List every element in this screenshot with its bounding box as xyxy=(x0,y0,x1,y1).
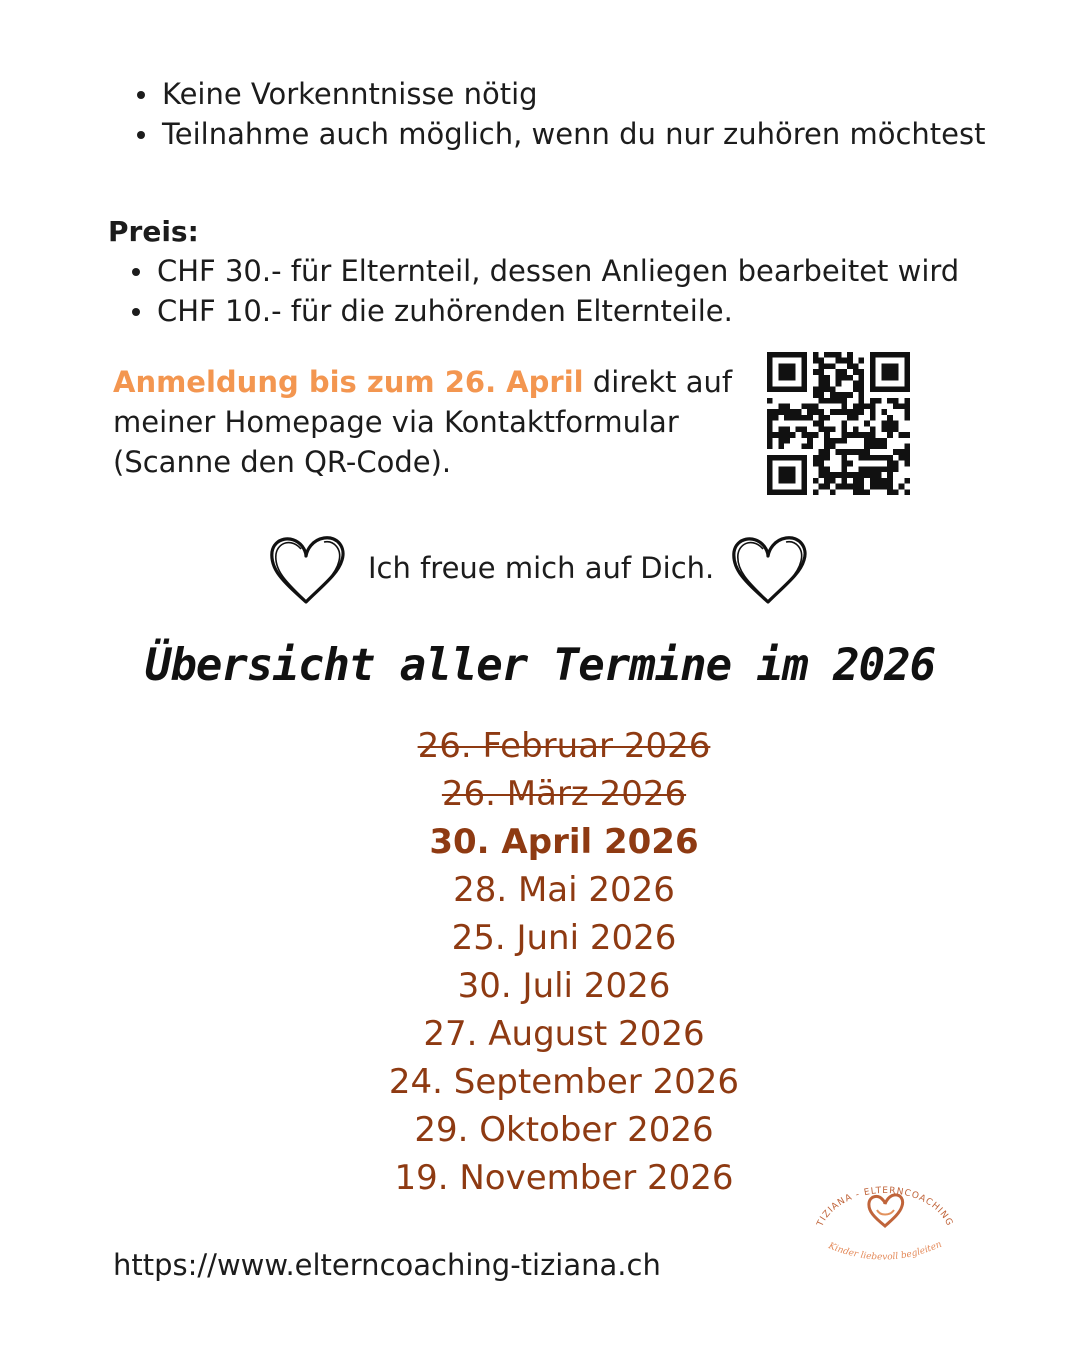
date-item-past: 26. Februar 2026 xyxy=(417,726,711,766)
welcome-message: Ich freue mich auf Dich. xyxy=(368,551,715,585)
price-item: CHF 30.- für Elternteil, dessen Anliegen bearbeitet wird xyxy=(125,251,1005,291)
date-item: 25. Juni 2026 xyxy=(451,918,677,958)
date-item: 24. September 2026 xyxy=(388,1062,740,1102)
requirement-item: Keine Vorkenntnisse nötig xyxy=(130,74,990,114)
heart-icon xyxy=(264,530,348,608)
logo xyxy=(800,1180,970,1280)
date-item: 19. November 2026 xyxy=(394,1158,734,1198)
requirement-item: Teilnahme auch möglich, wenn du nur zuhören möchtest xyxy=(130,114,990,154)
registration-text xyxy=(113,362,733,482)
date-item-current: 30. April 2026 xyxy=(429,822,699,862)
price-item: CHF 10.- für die zuhörenden Elternteile. xyxy=(125,291,1005,331)
heart-icon xyxy=(726,530,810,608)
date-item: 28. Mai 2026 xyxy=(453,870,675,910)
svg-text:TIZIANA - ELTERNCOACHING: TIZIANA - ELTERNCOACHING xyxy=(815,1185,955,1229)
requirements-list xyxy=(130,74,990,154)
overview-title: Übersicht aller Termine im 2026 xyxy=(144,640,936,691)
date-item: 30. Juli 2026 xyxy=(457,966,671,1006)
date-item: 29. Oktober 2026 xyxy=(414,1110,714,1150)
svg-text:Kinder liebevoll begleiten: Kinder liebevoll begleiten xyxy=(826,1239,944,1263)
website-link[interactable]: https://www.elterncoaching-tiziana.ch xyxy=(113,1248,661,1282)
qr-code-icon[interactable] xyxy=(767,352,910,495)
date-item: 27. August 2026 xyxy=(423,1014,705,1054)
dates-list xyxy=(0,722,1080,1202)
registration-deadline: Anmeldung bis zum 26. April xyxy=(113,365,584,399)
registration-instructions: direkt auf meiner Homepage via Kontaktformular (Scanne den QR-Code). xyxy=(113,365,733,479)
date-item-past: 26. März 2026 xyxy=(441,774,687,814)
price-list xyxy=(125,251,1005,331)
price-heading: Preis: xyxy=(108,215,199,248)
